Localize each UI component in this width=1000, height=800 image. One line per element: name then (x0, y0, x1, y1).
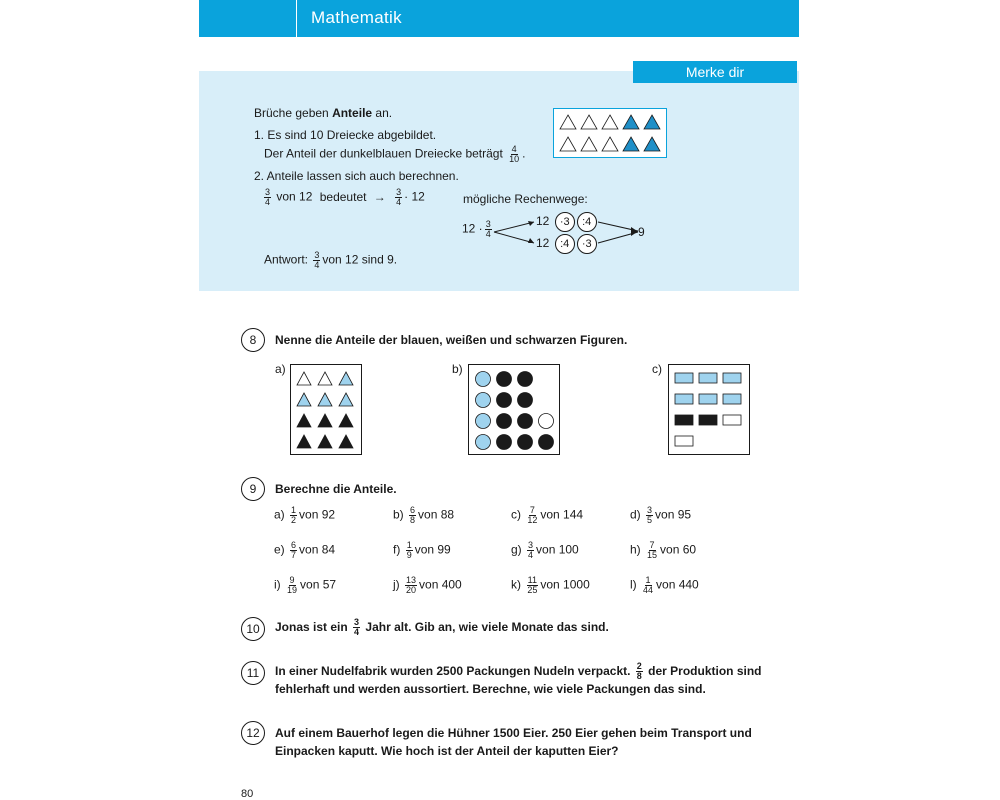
rechen-bottom (536, 234, 597, 254)
frac-den: 8 (636, 671, 642, 682)
frac-den: 12 (527, 515, 538, 525)
rechen-start (462, 220, 494, 239)
frac-num: 7 (649, 540, 655, 550)
triangle-light (602, 115, 618, 129)
task-number-9: 9 (241, 477, 265, 501)
frac-num: 3 (485, 219, 491, 229)
figure-a-svg (291, 365, 361, 454)
figure-c-svg (669, 365, 749, 454)
fraction-3-4-task10 (353, 618, 360, 637)
item-label: e) (274, 542, 285, 557)
item-fraction (526, 576, 538, 595)
task9-item (393, 576, 462, 595)
page-title: Mathematik (311, 8, 402, 27)
item-von: von 95 (655, 507, 692, 522)
item-fraction (290, 506, 297, 525)
point1-end: . (522, 146, 526, 161)
fraction-3-4 (264, 188, 271, 207)
frac-den: 4 (265, 197, 271, 207)
fraction-2-8 (636, 662, 643, 681)
frac-num: 3 (528, 540, 534, 550)
task-number-8: 8 (241, 328, 265, 352)
frac-den: 10 (509, 154, 520, 164)
item-label: j) (393, 577, 400, 592)
task10-text (275, 618, 609, 637)
item-fraction (405, 576, 417, 595)
task8-text: Nenne die Anteile der blauen, weißen und schwarzen Figuren. (275, 333, 628, 347)
frac-num: 1 (291, 505, 297, 515)
header-left-block (199, 0, 297, 37)
item-fraction (406, 541, 413, 560)
item-von: von 57 (300, 577, 337, 592)
label-b: b) (452, 362, 463, 376)
item-fraction (526, 506, 538, 525)
figure-b (468, 364, 560, 455)
triangle-dark (644, 115, 660, 129)
task11-pre: In einer Nudelfabrik wurden 2500 Packungen Nudeln verpackt. (275, 664, 631, 678)
frac-num: 3 (396, 187, 402, 197)
frac-num: 1 (645, 575, 651, 585)
task9-item (393, 541, 451, 560)
item-label: g) (511, 542, 522, 557)
op-circle: :4 (577, 212, 597, 232)
frac-num: 2 (636, 661, 642, 672)
item-label: d) (630, 507, 641, 522)
task12-line2: Einpacken kaputt. Wie hoch ist der Anteil der kaputten Eier? (275, 744, 619, 758)
item-von: von 144 (540, 507, 584, 522)
item-von: von 88 (418, 507, 455, 522)
item-fraction (646, 541, 658, 560)
frac-den: 2 (291, 515, 297, 525)
merke-dir-label: Merke dir (633, 61, 797, 83)
task9-item (274, 576, 336, 595)
task9-item (274, 541, 335, 560)
frac-den: 7 (291, 550, 297, 560)
item-von: von 92 (299, 507, 336, 522)
intro-bold: Anteile (332, 106, 373, 120)
point2-line1: 2. Anteile lassen sich auch berechnen. (254, 169, 459, 183)
frac-num: 13 (406, 575, 417, 585)
rechen-bottom-num: 12 (536, 236, 550, 250)
frac-num: 3 (647, 505, 653, 515)
answer-line (264, 251, 397, 270)
item-fraction (527, 541, 534, 560)
task9-item (630, 506, 691, 525)
item-label: l) (630, 577, 637, 592)
item-label: a) (274, 507, 285, 522)
task9-text: Berechne die Anteile. (275, 482, 397, 496)
triangle-dark (644, 137, 660, 151)
frac-den: 4 (354, 627, 360, 638)
task9-item (393, 506, 454, 525)
task11-post: der Produktion sind (648, 664, 762, 678)
frac-den: 5 (647, 515, 653, 525)
task9-item (511, 506, 583, 525)
frac-num: 6 (291, 540, 297, 550)
answer-text: von 12 sind 9. (322, 252, 398, 267)
frac-num: 9 (289, 575, 295, 585)
item-fraction (409, 506, 416, 525)
op-circle: ·3 (555, 212, 575, 232)
triangles-svg (554, 109, 666, 157)
task11-line1 (275, 662, 762, 681)
item-fraction (290, 541, 297, 560)
intro-pre: Brüche geben (254, 106, 333, 120)
item-von: von 1000 (540, 577, 590, 592)
frac-num: 3 (314, 250, 320, 260)
triangle-light (602, 137, 618, 151)
frac-num: 4 (511, 144, 517, 154)
item-fraction (646, 506, 653, 525)
frac-den: 15 (647, 550, 658, 560)
example-von: von 12 (276, 189, 313, 204)
figure-a (290, 364, 362, 455)
triangle-light (560, 115, 576, 129)
figure-c (668, 364, 750, 455)
frac-den: 4 (485, 229, 491, 239)
rechen-start-text: 12 · (462, 221, 483, 236)
frac-den: 4 (528, 550, 534, 560)
point1-line2 (264, 145, 526, 164)
item-label: f) (393, 542, 401, 557)
frac-num: 7 (529, 505, 535, 515)
frac-den: 4 (396, 197, 402, 207)
task-number-10: 10 (241, 617, 265, 641)
item-label: h) (630, 542, 641, 557)
task9-item (274, 506, 335, 525)
triangle-light (581, 115, 597, 129)
example-bedeutet: bedeutet (319, 189, 367, 204)
task-number-11: 11 (241, 661, 265, 685)
item-von: von 99 (414, 542, 451, 557)
item-fraction (642, 576, 654, 595)
arrow-icon: → (373, 189, 386, 204)
label-c: c) (652, 362, 662, 376)
frac-den: 44 (643, 585, 654, 595)
intro-text (254, 106, 392, 120)
point1-line1: 1. Es sind 10 Dreiecke abgebildet. (254, 128, 437, 142)
triangle-figure (553, 108, 667, 158)
rechen-top (536, 212, 597, 232)
figure-b-svg (469, 365, 559, 454)
answer-label: Antwort: (264, 252, 309, 267)
task10-post: Jahr alt. Gib an, wie viele Monate das sind. (365, 620, 609, 634)
triangle-dark (623, 115, 639, 129)
task11-line2: fehlerhaft und werden aussortiert. Berechne, wie viele Packungen das sind. (275, 682, 706, 696)
frac-den: 8 (410, 515, 416, 525)
frac-den: 25 (527, 585, 538, 595)
frac-num: 1 (406, 540, 412, 550)
example-mult: · 12 (404, 189, 425, 204)
rechen-result: 9 (638, 225, 645, 239)
item-label: b) (393, 507, 404, 522)
item-label: i) (274, 577, 281, 592)
fraction-3-4-b (395, 188, 402, 207)
op-circle: :4 (555, 234, 575, 254)
frac-den: 9 (406, 550, 412, 560)
point1-text: Der Anteil der dunkelblauen Dreiecke beträgt (264, 146, 503, 161)
frac-num: 3 (265, 187, 271, 197)
item-von: von 440 (656, 577, 699, 592)
item-label: k) (511, 577, 521, 592)
item-label: c) (511, 507, 521, 522)
task-number-12: 12 (241, 721, 265, 745)
page-number: 80 (241, 788, 254, 800)
frac-num: 6 (410, 505, 416, 515)
fraction-4-10 (508, 145, 520, 164)
task12-line1: Auf einem Bauerhof legen die Hühner 1500 Eier. 250 Eier gehen beim Transport und (275, 726, 752, 740)
frac-num: 11 (527, 575, 538, 585)
task9-item (511, 541, 579, 560)
task10-pre: Jonas ist ein (275, 620, 348, 634)
frac-den: 4 (314, 260, 320, 270)
op-circle: ·3 (577, 234, 597, 254)
frac-num: 3 (354, 617, 360, 628)
header-bar (199, 0, 799, 37)
task9-item (630, 576, 699, 595)
item-von: von 60 (660, 542, 697, 557)
item-von: von 84 (299, 542, 336, 557)
frac-den: 19 (287, 585, 298, 595)
item-von: von 400 (419, 577, 462, 592)
triangle-light (560, 137, 576, 151)
label-a: a) (275, 362, 286, 376)
task9-item (630, 541, 696, 560)
triangle-dark (623, 137, 639, 151)
rechenwege-label: mögliche Rechenwege: (463, 192, 588, 206)
frac-den: 20 (406, 585, 417, 595)
intro-post: an. (372, 106, 393, 120)
item-fraction (286, 576, 298, 595)
fraction-3-4-d (313, 251, 320, 270)
rechen-top-num: 12 (536, 214, 550, 228)
task9-item (511, 576, 590, 595)
example-line (262, 188, 425, 207)
triangle-light (581, 137, 597, 151)
item-von: von 100 (536, 542, 579, 557)
